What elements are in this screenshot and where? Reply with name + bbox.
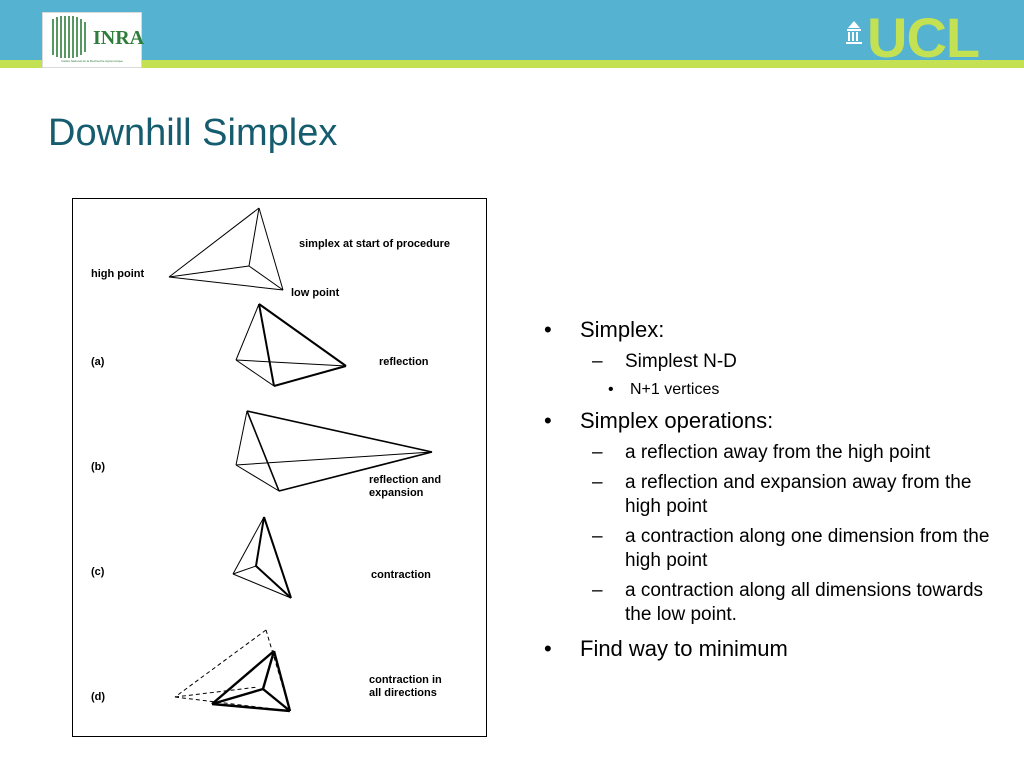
slide-title: Downhill Simplex <box>48 112 338 154</box>
simplex-figure <box>72 198 487 737</box>
dash-marker: – <box>592 526 603 547</box>
inra-logo <box>42 12 145 68</box>
sub-bullet-contraction-all: – a contraction along all dimensions towards the low point. <box>592 580 984 625</box>
dash-marker: – <box>592 351 603 372</box>
label-d: (d) <box>91 691 106 703</box>
inra-logo-text: INRA <box>93 27 145 49</box>
sub-bullet-expansion: – a reflection and expansion away from the high point <box>592 472 972 517</box>
bullet-list <box>538 316 1008 669</box>
label-b: (b) <box>91 461 106 473</box>
bullet-simplex: • Simplex: <box>538 316 1008 344</box>
ucl-logo <box>845 6 1005 69</box>
sub-bullet-reflection: – a reflection away from the high point <box>592 442 931 463</box>
contracted-simplex <box>212 651 290 711</box>
label-reflection-expansion: reflection and expansion <box>369 474 442 499</box>
portico-icon <box>845 20 863 46</box>
start-simplex <box>169 208 283 290</box>
label-contraction: contraction <box>371 569 431 581</box>
sub-sub-bullet-vertices: • N+1 vertices <box>608 381 720 398</box>
label-contraction-all: contraction in all directions <box>369 674 442 699</box>
dot-marker: • <box>608 381 614 398</box>
label-start: simplex at start of procedure <box>299 238 450 250</box>
dash-marker: – <box>592 472 603 493</box>
label-low-point: low point <box>291 287 340 299</box>
label-high-point: high point <box>91 268 145 280</box>
dash-marker: – <box>592 442 603 463</box>
inra-logo-caption: Institut National de la Recherche Agronomique <box>61 59 123 63</box>
label-c: (c) <box>91 566 105 578</box>
dash-marker: – <box>592 580 603 601</box>
label-reflection: reflection <box>379 356 429 368</box>
sub-bullet-contraction-one: – a contraction along one dimension from the high point <box>592 526 990 571</box>
label-a: (a) <box>91 356 105 368</box>
bullet-find-minimum: • Find way to minimum <box>538 635 1008 663</box>
bullet-operations: • Simplex operations: <box>538 407 1008 435</box>
reflection-simplex <box>236 304 346 386</box>
contraction-simplex <box>233 517 291 598</box>
sub-bullet-simplest: – Simplest N-D <box>592 351 737 372</box>
ucl-logo-text: UCL <box>867 6 980 69</box>
